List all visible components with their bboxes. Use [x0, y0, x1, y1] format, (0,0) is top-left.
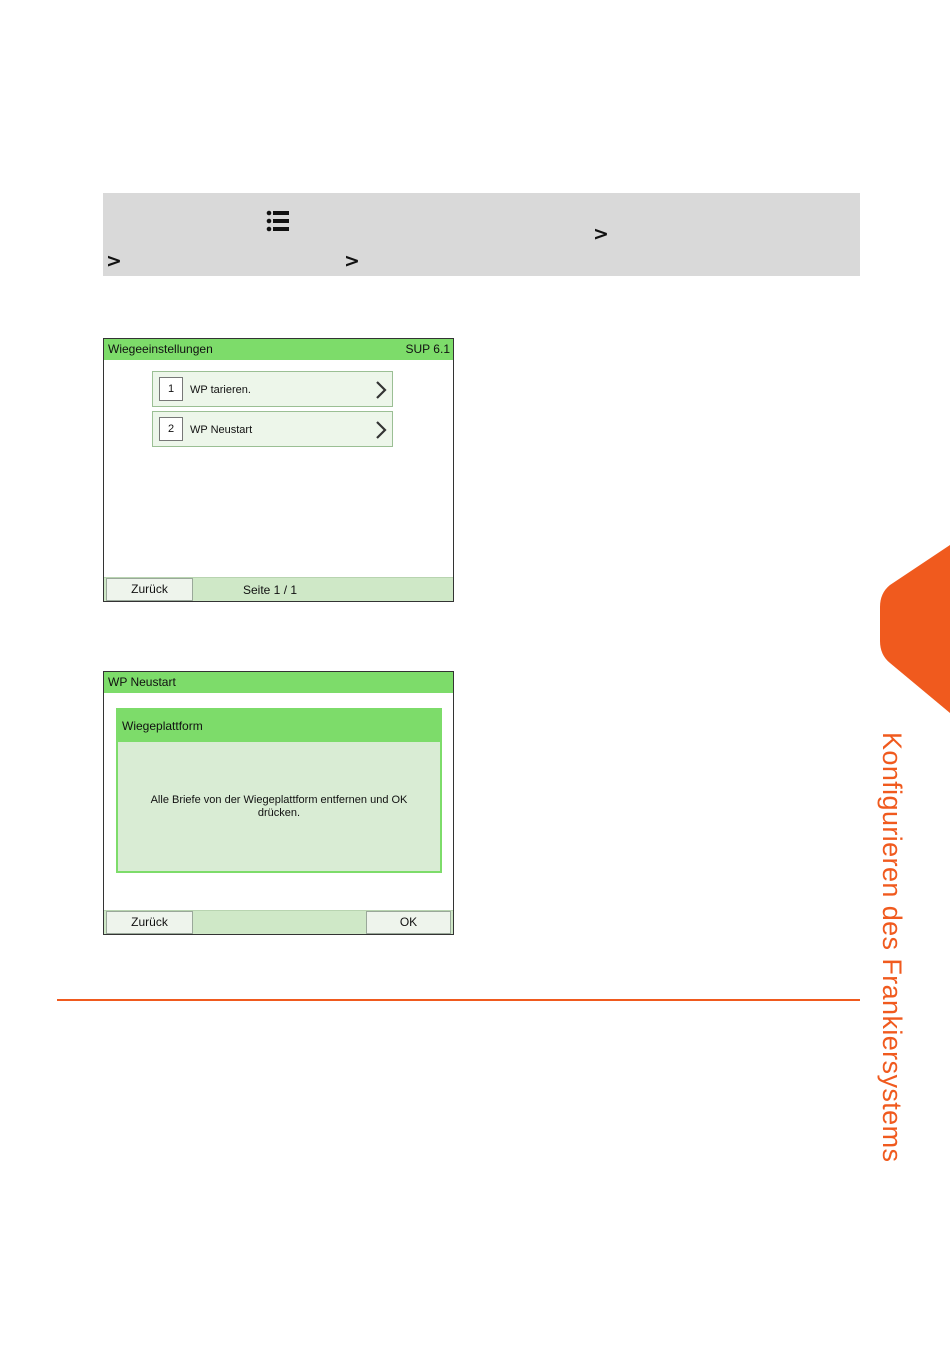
chevron-right-icon: [375, 420, 387, 440]
screen-code: SUP 6.1: [405, 342, 450, 356]
restart-platform-screen: [103, 671, 454, 935]
path-chevron-3: >: [344, 250, 360, 272]
ok-button[interactable]: OK: [366, 911, 451, 934]
weighing-settings-screen: [103, 338, 454, 602]
chapter-tab-marker: [880, 545, 950, 713]
menu-item-restart[interactable]: [152, 411, 393, 447]
path-chevron-1: >: [593, 223, 609, 245]
screen-header: [104, 672, 453, 693]
message-dialog: [116, 708, 442, 873]
path-chevron-2: >: [106, 250, 122, 272]
list-menu-icon: [266, 209, 290, 233]
menu-item-number: 1: [159, 377, 183, 401]
navigation-path-bar: [103, 193, 860, 276]
chevron-right-icon: [375, 380, 387, 400]
menu-item-tare[interactable]: [152, 371, 393, 407]
dialog-message: Alle Briefe von der Wiegeplattform entfernen und OK drücken.: [150, 794, 408, 819]
screen-footer: [104, 577, 453, 601]
back-button[interactable]: Zurück: [106, 911, 193, 934]
menu-item-number: 2: [159, 417, 183, 441]
menu-item-label: WP tarieren.: [190, 384, 251, 396]
dialog-header: [118, 710, 440, 742]
screen-title: WP Neustart: [108, 675, 176, 689]
screen-footer: [104, 910, 453, 934]
dialog-title: Wiegeplattform: [122, 719, 203, 733]
screen-title: Wiegeeinstellungen: [108, 342, 213, 356]
page-indicator: Seite 1 / 1: [243, 583, 298, 597]
back-button[interactable]: Zurück: [106, 578, 193, 601]
chapter-label: Konfigurieren des Frankiersystems: [877, 732, 907, 1163]
menu-item-label: WP Neustart: [190, 424, 253, 436]
screen-header: [104, 339, 453, 360]
section-divider: [57, 999, 860, 1001]
